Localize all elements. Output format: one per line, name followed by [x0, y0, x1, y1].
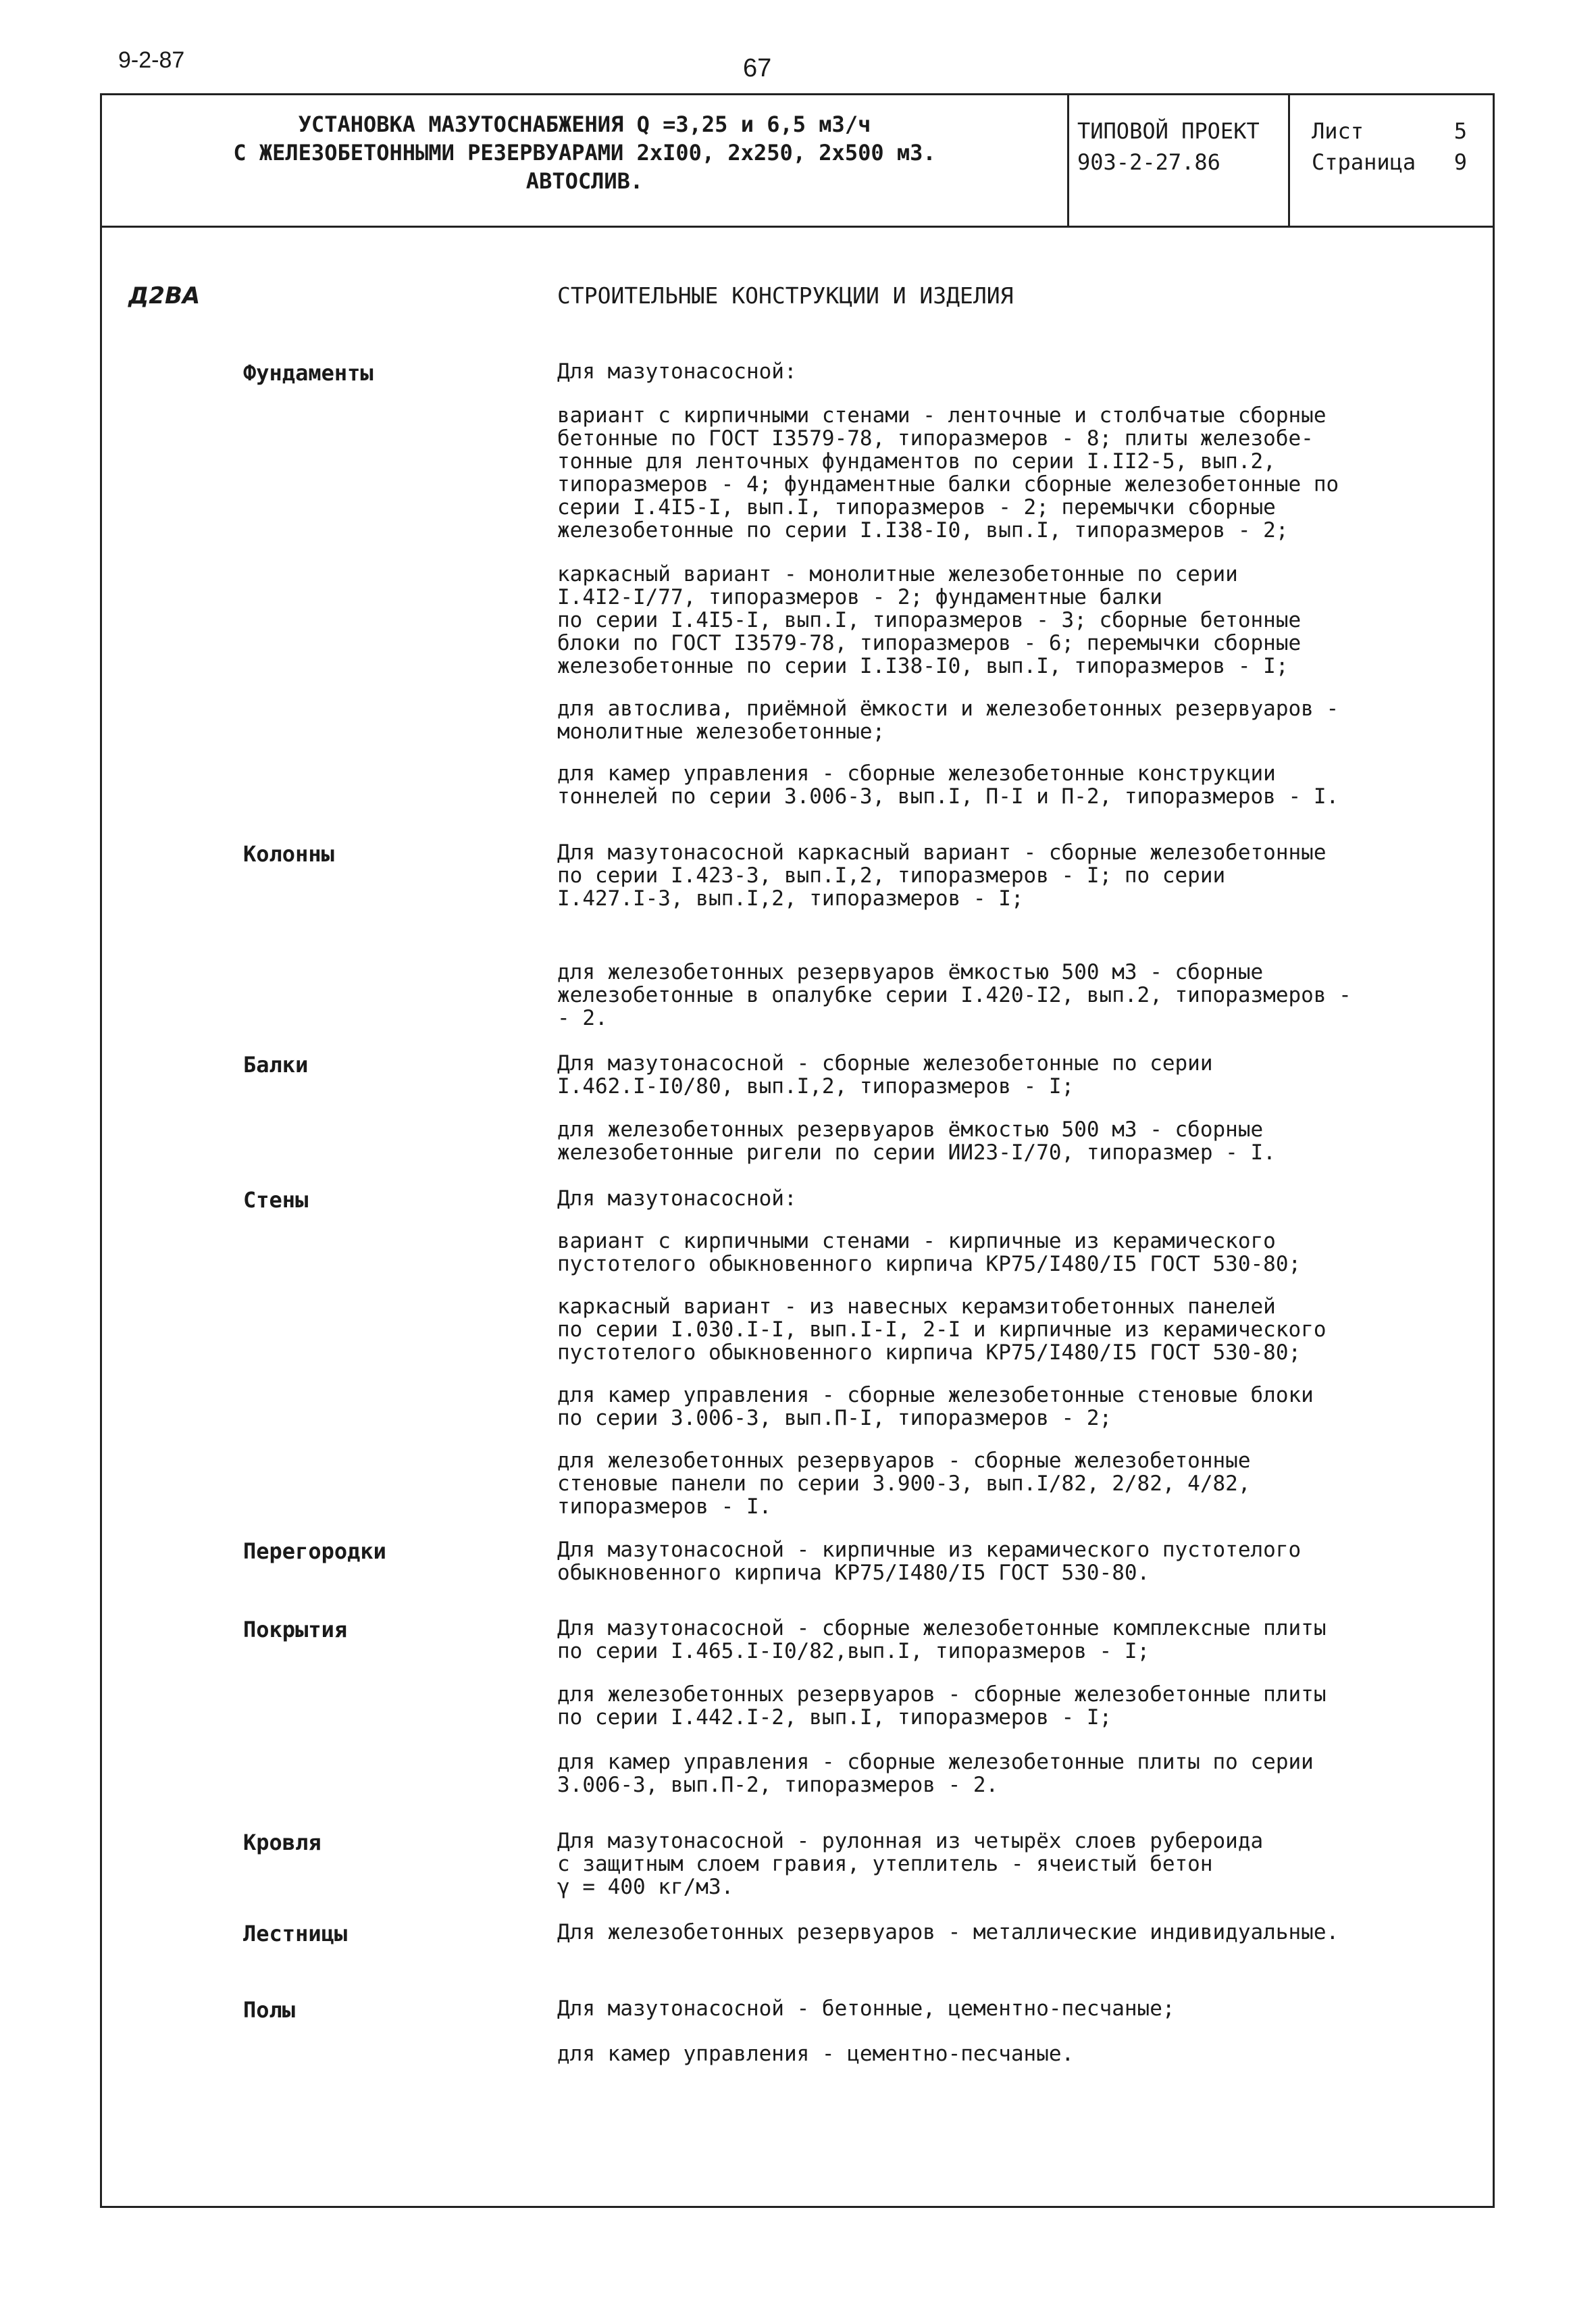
paragraph: Для мазутонасосной - бетонные, цементно-песчаные; [557, 1996, 1175, 2021]
sheet-row [1312, 116, 1467, 147]
page-value: 9 [1453, 149, 1467, 175]
section-label-foundations: Фундаменты [243, 360, 374, 386]
paragraph: для камер управления - сборные железобетонные стеновые блоки по серии 3.006-3, вып.П-I, типоразмеров - 2; [557, 1383, 1314, 1430]
document-code: 9-2-87 [118, 47, 185, 73]
paragraph: для железобетонных резервуаров ёмкостью 500 м3 - сборные железобетонные в опалубке серии I.420-I2, вып.2, типоразмеров - - 2. [557, 960, 1352, 1030]
paragraph: для камер управления - сборные железобетонные конструкции тоннелей по серии 3.006-3, вып.I, П-I и П-2, типоразмеров - I. [557, 761, 1339, 809]
page-number: 67 [743, 54, 772, 82]
section-heading: СТРОИТЕЛЬНЫЕ КОНСТРУКЦИИ И ИЗДЕЛИЯ [557, 282, 1014, 309]
title-block-sheet [1290, 95, 1493, 226]
project-code: 903-2-27.86 [1077, 149, 1220, 175]
title-line: АВТОСЛИВ. [525, 168, 644, 194]
paragraph: вариант с кирпичными стенами - кирпичные из керамического пустотелого обыкновенного кирпича КР75/I480/I5 ГОСТ 530-80; [557, 1229, 1302, 1276]
title-block-title [102, 95, 1069, 226]
paragraph: для камер управления - цементно-песчаные. [557, 2042, 1075, 2066]
paragraph: для железобетонных резервуаров ёмкостью 500 м3 - сборные железобетонные ригели по серии ИИ23-I/70, типоразмер - I. [557, 1117, 1276, 1165]
section-label-partitions: Перегородки [243, 1538, 386, 1564]
section-label-beams: Балки [243, 1052, 309, 1078]
section-label-columns: Колонны [243, 841, 334, 867]
title-line: С ЖЕЛЕЗОБЕТОННЫМИ РЕЗЕРВУАРАМИ 2хI00, 2х250, 2х500 м3. [233, 140, 936, 166]
paragraph: для железобетонных резервуаров - сборные железобетонные плиты по серии I.442.I-2, вып.I, типоразмеров - I; [557, 1682, 1327, 1730]
section-label-roof: Кровля [243, 1830, 321, 1855]
paragraph: Для мазутонасосной - рулонная из четырёх слоев рубероида с защитным слоем гравия, утеплитель - ячеистый бетон γ = 400 кг/м3. [557, 1829, 1264, 1899]
section-label-stairs: Лестницы [243, 1921, 348, 1946]
title-block [102, 95, 1493, 228]
paragraph: для автослива, приёмной ёмкости и железобетонных резервуаров - монолитные железобетонные; [557, 697, 1339, 744]
paragraph: Для мазутонасосной - сборные железобетонные комплексные плиты по серии I.465.I-I0/82,вып.I, типоразмеров - I; [557, 1616, 1327, 1663]
section-label-walls: Стены [243, 1187, 309, 1213]
section-label-roofing-slabs: Покрытия [243, 1617, 348, 1642]
section-label-floors: Полы [243, 1997, 296, 2023]
title-line: УСТАНОВКА МАЗУТОСНАБЖЕНИЯ Q =3,25 и 6,5 м3/ч [298, 111, 871, 137]
title-block-project [1069, 95, 1290, 226]
sheet-label: Лист [1312, 118, 1364, 144]
paragraph: Для мазутонасосной: [557, 359, 797, 384]
project-label: ТИПОВОЙ ПРОЕКТ [1077, 118, 1260, 144]
page-label: Страница [1312, 149, 1416, 175]
paragraph: для камер управления - сборные железобетонные плиты по серии 3.006-3, вып.П-2, типоразмеров - 2. [557, 1750, 1314, 1797]
paragraph: Для железобетонных резервуаров - металлические индивидуальные. [557, 1920, 1339, 1944]
paragraph: Для мазутонасосной каркасный вариант - сборные железобетонные по серии I.423-3, вып.I,2, типоразмеров - I; по серии I.427.I-3, вып.I,2, типоразмеров - I; [557, 840, 1327, 911]
paragraph: Для мазутонасосной - сборные железобетонные по серии I.462.I-I0/80, вып.I,2, типоразмеров - I; [557, 1051, 1213, 1099]
handwritten-mark: Д2ВА [128, 282, 201, 309]
paragraph: вариант с кирпичными стенами - ленточные и столбчатые сборные бетонные по ГОСТ I3579-78, типоразмеров - 8; плиты железобе- тонные для ленточных фундаментов по серии I.II2-5, вып.2, типоразмеров - 4; фундаментные балки сборные железобетонные по серии I.4I5-I, вып.I, типоразмеров - 2; перемычки сборные железобетонные по серии I.I38-I0, вып.I, типоразмеров - 2; [557, 403, 1339, 543]
paragraph: каркасный вариант - монолитные железобетонные по серии I.4I2-I/77, типоразмеров - 2; фундаментные балки по серии I.4I5-I, вып.I, типоразмеров - 3; сборные бетонные блоки по ГОСТ I3579-78, типоразмеров - 6; перемычки сборные железобетонные по серии I.I38-I0, вып.I, типоразмеров - I; [557, 562, 1302, 678]
sheet-value: 5 [1453, 118, 1467, 144]
paragraph: Для мазутонасосной - кирпичные из керамического пустотелого обыкновенного кирпича КР75/I480/I5 ГОСТ 530-80. [557, 1538, 1302, 1585]
paragraph: Для мазутонасосной: [557, 1186, 797, 1211]
paragraph: для железобетонных резервуаров - сборные железобетонные стеновые панели по серии 3.900-3, вып.I/82, 2/82, 4/82, типоразмеров - I. [557, 1449, 1251, 1519]
paragraph: каркасный вариант - из навесных керамзитобетонных панелей по серии I.030.I-I, вып.I-I, 2-I и кирпичные из керамического пустотелого обыкновенного кирпича КР75/I480/I5 ГОСТ 530-80; [557, 1294, 1327, 1365]
page-row [1312, 147, 1467, 178]
